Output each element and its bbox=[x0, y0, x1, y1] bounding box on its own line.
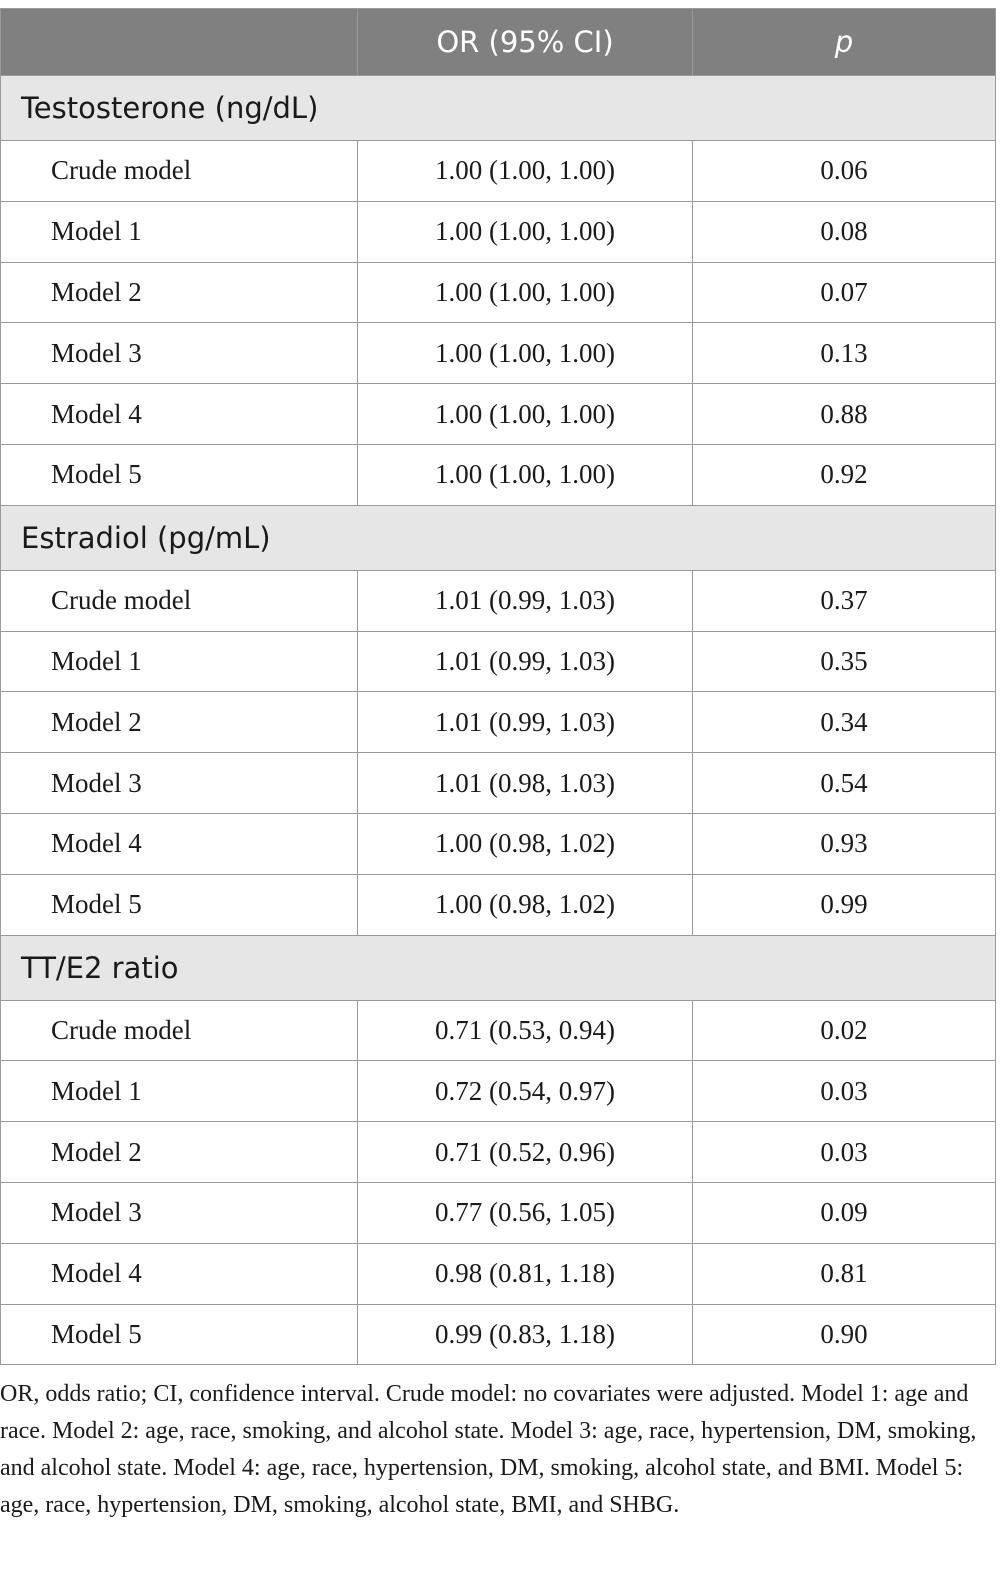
or-ci-value: 1.00 (1.00, 1.00) bbox=[358, 201, 693, 262]
table-row bbox=[1, 1182, 996, 1243]
model-label: Model 5 bbox=[1, 444, 358, 505]
model-label: Model 1 bbox=[1, 201, 358, 262]
or-ci-value: 1.00 (1.00, 1.00) bbox=[358, 444, 693, 505]
table-row bbox=[1, 1304, 996, 1365]
or-ci-value: 1.00 (1.00, 1.00) bbox=[358, 141, 693, 202]
model-label: Model 5 bbox=[1, 874, 358, 935]
model-label: Model 2 bbox=[1, 1122, 358, 1183]
p-value: 0.03 bbox=[693, 1122, 996, 1183]
odds-ratio-table bbox=[0, 8, 996, 1365]
table-row bbox=[1, 631, 996, 692]
or-ci-value: 1.01 (0.99, 1.03) bbox=[358, 631, 693, 692]
p-value: 0.02 bbox=[693, 1000, 996, 1061]
p-value: 0.08 bbox=[693, 201, 996, 262]
model-label: Model 4 bbox=[1, 1243, 358, 1304]
section-title: TT/E2 ratio bbox=[1, 935, 996, 1000]
model-label: Model 5 bbox=[1, 1304, 358, 1365]
table-row bbox=[1, 1061, 996, 1122]
table-row bbox=[1, 1000, 996, 1061]
table-row bbox=[1, 692, 996, 753]
p-value: 0.03 bbox=[693, 1061, 996, 1122]
model-label: Model 4 bbox=[1, 384, 358, 445]
p-value: 0.09 bbox=[693, 1182, 996, 1243]
table-row bbox=[1, 444, 996, 505]
p-value: 0.37 bbox=[693, 570, 996, 631]
model-label: Crude model bbox=[1, 570, 358, 631]
p-value: 0.88 bbox=[693, 384, 996, 445]
section-header-row bbox=[1, 505, 996, 570]
header-or-ci: OR (95% CI) bbox=[358, 9, 693, 76]
p-value: 0.99 bbox=[693, 874, 996, 935]
table-row bbox=[1, 813, 996, 874]
or-ci-value: 1.00 (1.00, 1.00) bbox=[358, 384, 693, 445]
table-row bbox=[1, 570, 996, 631]
table-row bbox=[1, 262, 996, 323]
results-table-container bbox=[0, 8, 995, 1365]
table-header bbox=[1, 9, 996, 76]
model-label: Model 2 bbox=[1, 262, 358, 323]
section-header-row bbox=[1, 935, 996, 1000]
or-ci-value: 1.00 (1.00, 1.00) bbox=[358, 262, 693, 323]
model-label: Model 4 bbox=[1, 813, 358, 874]
section-title: Estradiol (pg/mL) bbox=[1, 505, 996, 570]
table-row bbox=[1, 1122, 996, 1183]
model-label: Model 1 bbox=[1, 1061, 358, 1122]
p-value: 0.35 bbox=[693, 631, 996, 692]
p-value: 0.07 bbox=[693, 262, 996, 323]
p-value: 0.93 bbox=[693, 813, 996, 874]
header-p: p bbox=[693, 9, 996, 76]
or-ci-value: 1.00 (0.98, 1.02) bbox=[358, 874, 693, 935]
table-row bbox=[1, 201, 996, 262]
or-ci-value: 0.99 (0.83, 1.18) bbox=[358, 1304, 693, 1365]
or-ci-value: 0.71 (0.53, 0.94) bbox=[358, 1000, 693, 1061]
header-empty-cell bbox=[1, 9, 358, 76]
or-ci-value: 0.98 (0.81, 1.18) bbox=[358, 1243, 693, 1304]
or-ci-value: 1.01 (0.99, 1.03) bbox=[358, 570, 693, 631]
or-ci-value: 0.77 (0.56, 1.05) bbox=[358, 1182, 693, 1243]
model-label: Crude model bbox=[1, 141, 358, 202]
table-row bbox=[1, 753, 996, 814]
model-label: Model 3 bbox=[1, 753, 358, 814]
p-value: 0.06 bbox=[693, 141, 996, 202]
table-row bbox=[1, 1243, 996, 1304]
p-value: 0.81 bbox=[693, 1243, 996, 1304]
model-label: Model 3 bbox=[1, 1182, 358, 1243]
or-ci-value: 1.01 (0.98, 1.03) bbox=[358, 753, 693, 814]
model-label: Model 3 bbox=[1, 323, 358, 384]
p-value: 0.34 bbox=[693, 692, 996, 753]
or-ci-value: 0.71 (0.52, 0.96) bbox=[358, 1122, 693, 1183]
or-ci-value: 1.00 (0.98, 1.02) bbox=[358, 813, 693, 874]
or-ci-value: 0.72 (0.54, 0.97) bbox=[358, 1061, 693, 1122]
p-value: 0.92 bbox=[693, 444, 996, 505]
table-body bbox=[1, 76, 996, 1365]
table-footnote: OR, odds ratio; CI, confidence interval. Crude model: no covariates were adjusted. Model 1: age and race. Model 2: age, race, smoking, and alcohol state. Model 3: age, race, hypertension, DM, smoking, and alcohol state. Model 4: age, race, hypertension, DM, smoking, alcohol state, and BMI. Model 5: age, race, hypertension, DM, smoking, alcohol state, BMI, and SHBG. bbox=[0, 1381, 977, 1518]
or-ci-value: 1.01 (0.99, 1.03) bbox=[358, 692, 693, 753]
table-row bbox=[1, 141, 996, 202]
model-label: Model 1 bbox=[1, 631, 358, 692]
p-value: 0.54 bbox=[693, 753, 996, 814]
section-header-row bbox=[1, 76, 996, 141]
model-label: Model 2 bbox=[1, 692, 358, 753]
header-row bbox=[1, 9, 996, 76]
p-value: 0.13 bbox=[693, 323, 996, 384]
p-value: 0.90 bbox=[693, 1304, 996, 1365]
model-label: Crude model bbox=[1, 1000, 358, 1061]
section-title: Testosterone (ng/dL) bbox=[1, 76, 996, 141]
table-row bbox=[1, 874, 996, 935]
table-row bbox=[1, 323, 996, 384]
table-row bbox=[1, 384, 996, 445]
or-ci-value: 1.00 (1.00, 1.00) bbox=[358, 323, 693, 384]
